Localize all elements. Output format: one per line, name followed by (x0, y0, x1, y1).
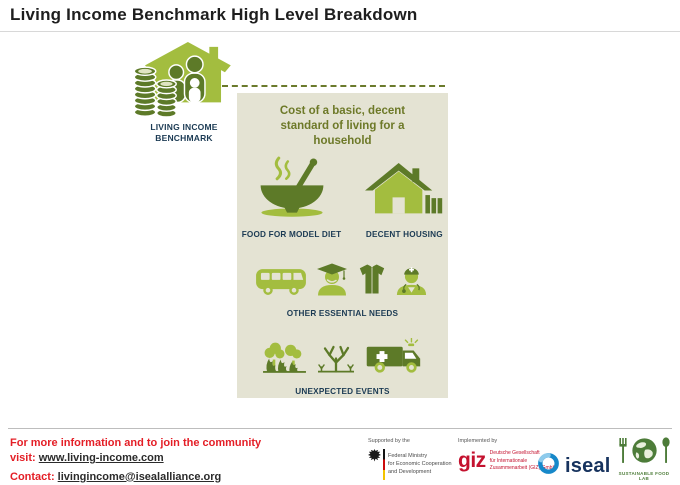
breakdown-box (237, 93, 448, 398)
essential-needs-label: OTHER ESSENTIAL NEEDS (286, 309, 399, 319)
spoon-icon (661, 437, 671, 469)
bmz-logo (368, 449, 452, 480)
page-title: Living Income Benchmark High Level Breakdown (10, 5, 418, 24)
giz-wordmark: giz (458, 449, 486, 473)
implemented-by-caption: Implemented by (458, 438, 498, 444)
bus-icon (255, 266, 307, 301)
bmz-ministry-name (388, 449, 452, 477)
medic-icon (393, 261, 430, 301)
row-unexpected-events-icons (237, 338, 448, 379)
supported-by-caption: Supported by the (368, 438, 410, 444)
benchmark-label: LIVING INCOME BENCHMARK (150, 122, 218, 144)
bmz-line-2: for Economic Cooperation (388, 460, 452, 467)
ambulance-icon (364, 338, 424, 379)
contact-label: Contact: (10, 470, 55, 483)
footer-info-line: For more information and to join the community (10, 437, 262, 449)
footer-visit-line (10, 451, 261, 466)
contact-email-link[interactable]: livingincome@isealalliance.org (57, 470, 222, 483)
group-food (242, 156, 342, 241)
iseal-circle-icon (536, 451, 561, 481)
giz-line-2: für Internationale (489, 457, 528, 464)
housing-label: DECENT HOUSING (365, 229, 443, 239)
burning-trees-icon (261, 341, 308, 379)
sfl-caption: SUSTAINABLE FOOD LAB (618, 471, 670, 481)
dashed-connector-line (222, 85, 445, 87)
box-header: Cost of a basic, decent standard of living for a household (279, 105, 406, 147)
iseal-logo (536, 451, 610, 481)
food-label: FOOD FOR MODEL DIET (241, 229, 342, 239)
globe-icon (631, 437, 658, 469)
unexpected-events-label: UNEXPECTED EVENTS (295, 387, 390, 397)
german-eagle-icon (368, 449, 381, 467)
group-housing (365, 163, 443, 241)
bmz-line-3: and Development (388, 468, 432, 475)
german-flag-stripe (383, 449, 385, 480)
living-income-link[interactable]: www.living-income.com (38, 451, 164, 464)
giz-line-1: Deutsche Gesellschaft (489, 450, 540, 456)
bmz-line-1: Federal Ministry (388, 453, 428, 459)
row-essential-needs-icons (237, 261, 448, 301)
sustainable-food-lab-logo (616, 437, 672, 481)
living-income-benchmark (124, 42, 244, 144)
sfl-logo-art (616, 437, 672, 469)
decent-housing-icon (365, 205, 443, 222)
iseal-wordmark: iseal (565, 454, 611, 477)
footer-contact-line (10, 470, 261, 485)
giz-line-3: Zusammenarbeit (GIZ) GmbH (489, 465, 557, 471)
footer-info (10, 436, 261, 485)
shirt-icon (357, 262, 387, 301)
footer-divider (8, 428, 672, 429)
bmz-logo-block (368, 438, 452, 480)
fork-icon (618, 437, 628, 469)
coins-family-house-icon (124, 42, 244, 118)
food-bowl-icon (254, 205, 330, 222)
row-basic-needs (237, 156, 448, 241)
title-divider (0, 31, 680, 32)
visit-label: visit: (10, 451, 36, 464)
bare-tree-icon (317, 341, 355, 379)
graduate-icon (313, 261, 351, 301)
